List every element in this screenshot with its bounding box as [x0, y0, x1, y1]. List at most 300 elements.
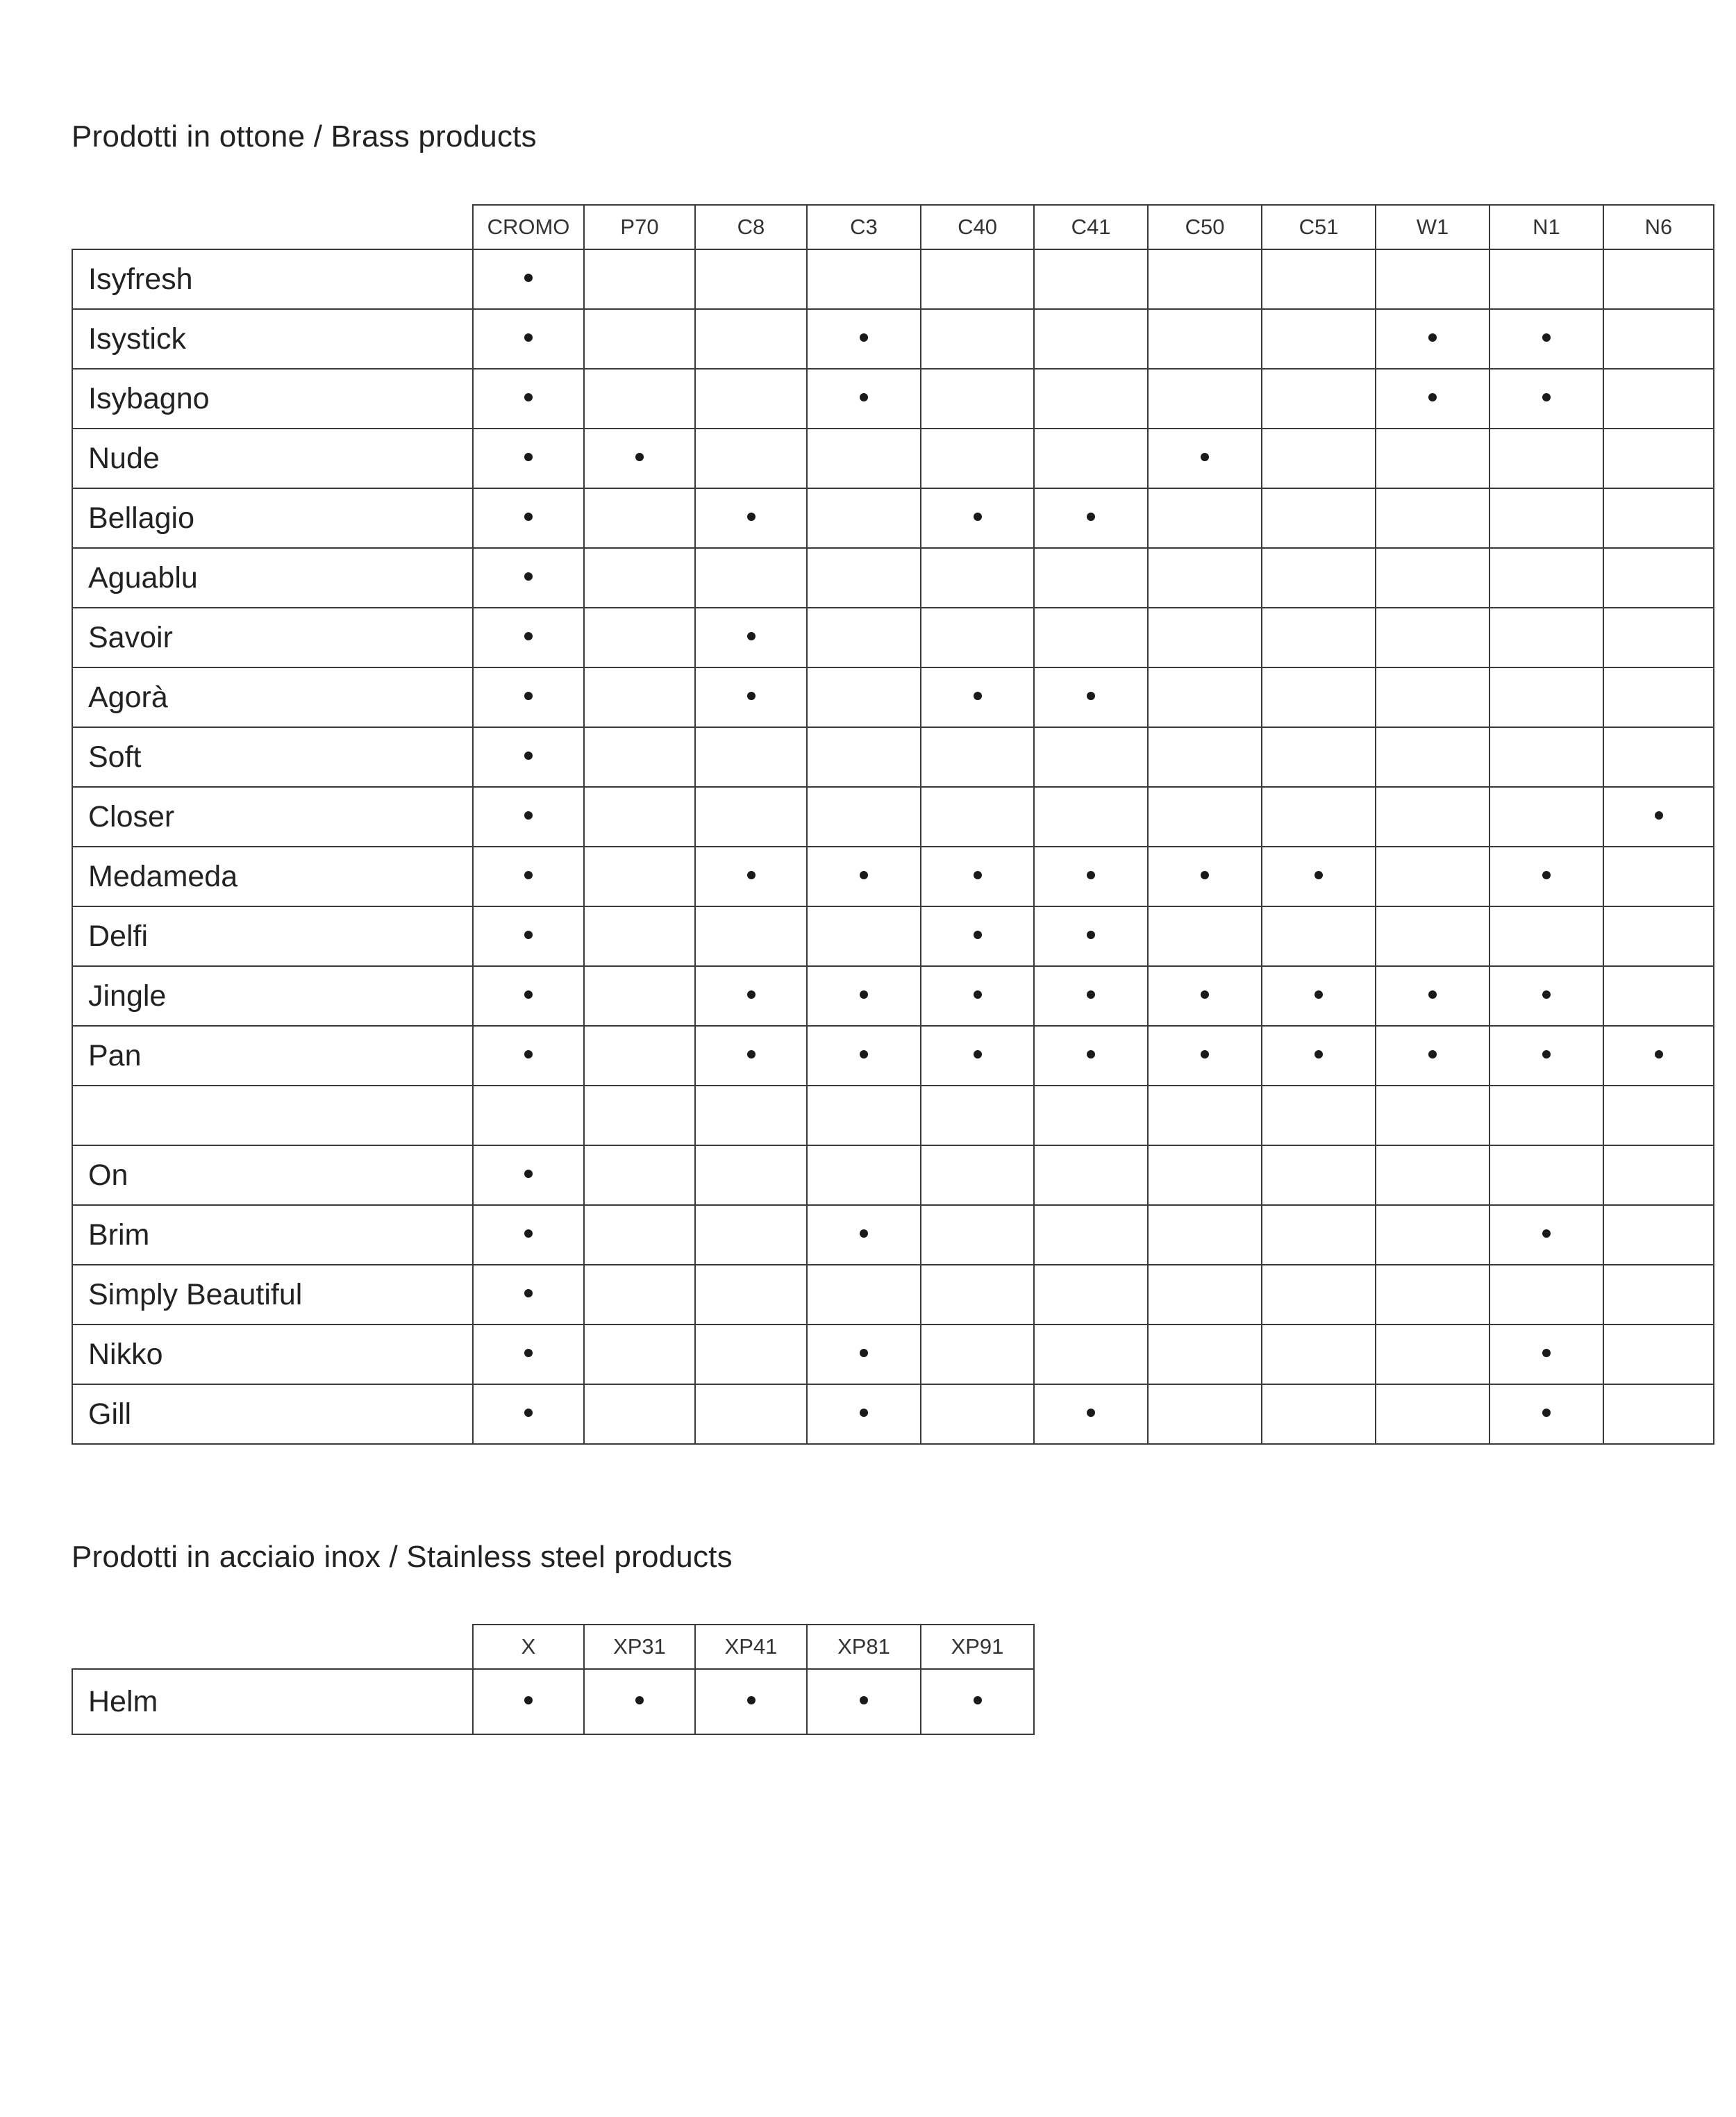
finish-cell-x [473, 1669, 584, 1734]
bullet-dot-icon [860, 333, 868, 342]
bullet-dot-icon [974, 1050, 982, 1058]
finish-cell-c50 [1148, 548, 1262, 608]
finish-cell-c51 [1262, 608, 1376, 667]
bullet-dot-icon [974, 990, 982, 999]
bullet-dot-icon [1542, 1349, 1551, 1357]
product-name: Simply Beautiful [72, 1265, 473, 1325]
finish-cell-c51 [1262, 429, 1376, 488]
bullet-dot-icon [1087, 1409, 1095, 1417]
finish-cell-c8 [695, 1265, 807, 1325]
finish-cell-c8 [695, 548, 807, 608]
finish-cell-n1 [1489, 1384, 1603, 1444]
bullet-dot-icon [524, 1696, 533, 1704]
finish-cell-cromo [473, 1265, 584, 1325]
finish-cell-c3 [807, 369, 921, 429]
finish-cell-p70 [584, 1325, 695, 1384]
finish-cell-w1 [1376, 787, 1489, 847]
finish-cell-c3 [807, 1086, 921, 1145]
finish-cell-w1 [1376, 1384, 1489, 1444]
finish-cell-cromo [473, 1384, 584, 1444]
bullet-dot-icon [524, 572, 533, 581]
finish-cell-c51 [1262, 369, 1376, 429]
product-name: Closer [72, 787, 473, 847]
finish-cell-p70 [584, 966, 695, 1026]
finish-cell-w1 [1376, 488, 1489, 548]
finish-cell-c40 [921, 369, 1034, 429]
product-name: Aguablu [72, 548, 473, 608]
finish-cell-c41 [1034, 787, 1148, 847]
finish-cell-n6 [1603, 429, 1714, 488]
finish-cell-w1 [1376, 1205, 1489, 1265]
bullet-dot-icon [1087, 1050, 1095, 1058]
bullet-dot-icon [524, 811, 533, 820]
bullet-dot-icon [747, 1050, 756, 1058]
finish-cell-c50 [1148, 1205, 1262, 1265]
bullet-dot-icon [747, 692, 756, 700]
bullet-dot-icon [974, 1696, 982, 1704]
finish-cell-c50 [1148, 309, 1262, 369]
bullet-dot-icon [524, 513, 533, 521]
bullet-dot-icon [1314, 1050, 1323, 1058]
finish-cell-n6 [1603, 488, 1714, 548]
finish-cell-c40 [921, 1384, 1034, 1444]
finish-cell-w1 [1376, 1325, 1489, 1384]
finish-cell-c40 [921, 309, 1034, 369]
finish-cell-c51 [1262, 787, 1376, 847]
finish-cell-cromo [473, 488, 584, 548]
finish-cell-w1 [1376, 608, 1489, 667]
finish-cell-c8 [695, 966, 807, 1026]
column-header-xp31: XP31 [584, 1625, 695, 1669]
finish-cell-w1 [1376, 966, 1489, 1026]
finish-cell-p70 [584, 1145, 695, 1205]
finish-cell-p70 [584, 429, 695, 488]
finish-cell-c50 [1148, 847, 1262, 906]
finish-cell-c3 [807, 1384, 921, 1444]
product-name: Gill [72, 1384, 473, 1444]
table-row [72, 847, 1714, 906]
product-name: Helm [72, 1669, 473, 1734]
finish-cell-c50 [1148, 1265, 1262, 1325]
bullet-dot-icon [1087, 871, 1095, 879]
finish-cell-p70 [584, 847, 695, 906]
finish-cell-c8 [695, 1205, 807, 1265]
finish-cell-n1 [1489, 488, 1603, 548]
finish-cell-c41 [1034, 1086, 1148, 1145]
product-name: Agorà [72, 667, 473, 727]
finish-cell-c3 [807, 608, 921, 667]
bullet-dot-icon [524, 393, 533, 401]
finish-cell-w1 [1376, 1145, 1489, 1205]
finish-cell-w1 [1376, 906, 1489, 966]
finish-cell-c8 [695, 906, 807, 966]
finish-cell-n6 [1603, 1086, 1714, 1145]
bullet-dot-icon [524, 990, 533, 999]
finish-cell-n6 [1603, 966, 1714, 1026]
finish-cell-n6 [1603, 667, 1714, 727]
finish-cell-w1 [1376, 309, 1489, 369]
product-name: Isyfresh [72, 249, 473, 309]
finish-cell-c3 [807, 1026, 921, 1086]
finish-cell-c50 [1148, 966, 1262, 1026]
finish-cell-c50 [1148, 667, 1262, 727]
bullet-dot-icon [974, 513, 982, 521]
bullet-dot-icon [1542, 1229, 1551, 1238]
bullet-dot-icon [1542, 1409, 1551, 1417]
finish-cell-w1 [1376, 1026, 1489, 1086]
bullet-dot-icon [1314, 871, 1323, 879]
bullet-dot-icon [860, 871, 868, 879]
finish-cell-c41 [1034, 847, 1148, 906]
finish-cell-c41 [1034, 1384, 1148, 1444]
column-header-c40: C40 [921, 205, 1034, 249]
finish-cell-c40 [921, 787, 1034, 847]
finish-cell-c50 [1148, 429, 1262, 488]
finish-cell-p70 [584, 727, 695, 787]
bullet-dot-icon [524, 1289, 533, 1297]
table-row [72, 488, 1714, 548]
finish-cell-c40 [921, 1145, 1034, 1205]
finish-cell-c50 [1148, 1145, 1262, 1205]
finish-cell-c51 [1262, 1145, 1376, 1205]
finish-cell-c51 [1262, 1205, 1376, 1265]
finish-cell-cromo [473, 309, 584, 369]
bullet-dot-icon [1428, 1050, 1437, 1058]
finish-cell-c8 [695, 309, 807, 369]
finish-cell-n6 [1603, 608, 1714, 667]
finish-cell-cromo [473, 1086, 584, 1145]
finish-cell-p70 [584, 488, 695, 548]
finish-cell-n1 [1489, 667, 1603, 727]
bullet-dot-icon [1428, 393, 1437, 401]
finish-cell-c40 [921, 906, 1034, 966]
finish-cell-w1 [1376, 1086, 1489, 1145]
finish-cell-c51 [1262, 1384, 1376, 1444]
bullet-dot-icon [1542, 990, 1551, 999]
finish-cell-n1 [1489, 1325, 1603, 1384]
bullet-dot-icon [860, 1409, 868, 1417]
finish-cell-n1 [1489, 369, 1603, 429]
bullet-dot-icon [524, 1170, 533, 1178]
product-name: Pan [72, 1026, 473, 1086]
finish-cell-c8 [695, 787, 807, 847]
table-row [72, 667, 1714, 727]
bullet-dot-icon [524, 1409, 533, 1417]
header-corner-cell [72, 205, 473, 249]
table-row [72, 1026, 1714, 1086]
bullet-dot-icon [1428, 333, 1437, 342]
bullet-dot-icon [1201, 871, 1209, 879]
product-name: Nude [72, 429, 473, 488]
finish-cell-c40 [921, 1265, 1034, 1325]
bullet-dot-icon [860, 393, 868, 401]
product-name [72, 1086, 473, 1145]
bullet-dot-icon [1201, 990, 1209, 999]
finish-cell-c8 [695, 249, 807, 309]
finish-cell-c3 [807, 1145, 921, 1205]
bullet-dot-icon [1201, 453, 1209, 461]
column-header-xp41: XP41 [695, 1625, 807, 1669]
bullet-dot-icon [747, 513, 756, 521]
finish-cell-c8 [695, 667, 807, 727]
finish-cell-c50 [1148, 1384, 1262, 1444]
bullet-dot-icon [524, 752, 533, 760]
finish-cell-p70 [584, 249, 695, 309]
finish-cell-c41 [1034, 608, 1148, 667]
finish-cell-p70 [584, 309, 695, 369]
finish-cell-c3 [807, 488, 921, 548]
table-row [72, 548, 1714, 608]
finish-cell-c50 [1148, 488, 1262, 548]
finish-cell-c40 [921, 1086, 1034, 1145]
column-header-c50: C50 [1148, 205, 1262, 249]
finish-cell-c41 [1034, 667, 1148, 727]
bullet-dot-icon [524, 931, 533, 939]
finish-cell-c3 [807, 667, 921, 727]
finish-cell-xp91 [921, 1669, 1034, 1734]
table-row [72, 1086, 1714, 1145]
finish-cell-n1 [1489, 966, 1603, 1026]
product-name: On [72, 1145, 473, 1205]
finish-cell-c40 [921, 727, 1034, 787]
bullet-dot-icon [1655, 811, 1663, 820]
column-header-n1: N1 [1489, 205, 1603, 249]
finish-cell-n1 [1489, 787, 1603, 847]
brass-section-title: Prodotti in ottone / Brass products [72, 119, 537, 153]
finish-cell-c8 [695, 488, 807, 548]
finish-cell-p70 [584, 787, 695, 847]
table-row [72, 309, 1714, 369]
finish-cell-cromo [473, 1145, 584, 1205]
product-name: Delfi [72, 906, 473, 966]
finish-cell-c41 [1034, 1145, 1148, 1205]
column-header-c51: C51 [1262, 205, 1376, 249]
finish-cell-c51 [1262, 1086, 1376, 1145]
bullet-dot-icon [524, 632, 533, 640]
brass-header-row [72, 205, 1714, 249]
finish-cell-cromo [473, 249, 584, 309]
bullet-dot-icon [524, 1229, 533, 1238]
steel-section-title: Prodotti in acciaio inox / Stainless steel products [72, 1540, 733, 1574]
bullet-dot-icon [747, 871, 756, 879]
bullet-dot-icon [635, 1696, 644, 1704]
finish-cell-c8 [695, 847, 807, 906]
bullet-dot-icon [1428, 990, 1437, 999]
finish-cell-c3 [807, 727, 921, 787]
finish-cell-c8 [695, 1145, 807, 1205]
finish-cell-c8 [695, 429, 807, 488]
finish-cell-c3 [807, 548, 921, 608]
bullet-dot-icon [524, 1050, 533, 1058]
finish-cell-cromo [473, 1026, 584, 1086]
finish-cell-cromo [473, 966, 584, 1026]
finish-cell-p70 [584, 906, 695, 966]
column-header-n6: N6 [1603, 205, 1714, 249]
finish-cell-p70 [584, 1265, 695, 1325]
product-name: Soft [72, 727, 473, 787]
finish-cell-p70 [584, 1026, 695, 1086]
finish-cell-n6 [1603, 906, 1714, 966]
finish-cell-c50 [1148, 1086, 1262, 1145]
finish-cell-n6 [1603, 1026, 1714, 1086]
bullet-dot-icon [635, 453, 644, 461]
column-header-c41: C41 [1034, 205, 1148, 249]
finish-cell-c3 [807, 787, 921, 847]
bullet-dot-icon [974, 931, 982, 939]
finish-cell-n1 [1489, 429, 1603, 488]
product-name: Jingle [72, 966, 473, 1026]
finish-cell-cromo [473, 847, 584, 906]
finish-cell-c51 [1262, 667, 1376, 727]
finish-cell-c50 [1148, 1026, 1262, 1086]
finish-cell-n1 [1489, 249, 1603, 309]
finish-cell-c50 [1148, 369, 1262, 429]
table-row [72, 249, 1714, 309]
finish-cell-n6 [1603, 1145, 1714, 1205]
bullet-dot-icon [860, 1696, 868, 1704]
finish-cell-c51 [1262, 1325, 1376, 1384]
finish-cell-w1 [1376, 429, 1489, 488]
finish-cell-c40 [921, 667, 1034, 727]
table-row [72, 608, 1714, 667]
column-header-p70: P70 [584, 205, 695, 249]
finish-cell-p70 [584, 1205, 695, 1265]
product-name: Isybagno [72, 369, 473, 429]
finish-cell-n1 [1489, 548, 1603, 608]
finish-cell-p70 [584, 608, 695, 667]
finish-cell-p70 [584, 548, 695, 608]
product-name: Nikko [72, 1325, 473, 1384]
finish-cell-xp31 [584, 1669, 695, 1734]
bullet-dot-icon [1314, 990, 1323, 999]
steel-finishes-table [72, 1624, 1035, 1735]
finish-cell-c40 [921, 548, 1034, 608]
bullet-dot-icon [1087, 990, 1095, 999]
finish-cell-c51 [1262, 548, 1376, 608]
finish-cell-n6 [1603, 847, 1714, 906]
bullet-dot-icon [860, 1349, 868, 1357]
finish-cell-c41 [1034, 1325, 1148, 1384]
finish-cell-c41 [1034, 369, 1148, 429]
finish-cell-cromo [473, 548, 584, 608]
finish-cell-cromo [473, 667, 584, 727]
finish-cell-c3 [807, 429, 921, 488]
finish-cell-n6 [1603, 548, 1714, 608]
finish-cell-c41 [1034, 249, 1148, 309]
bullet-dot-icon [524, 692, 533, 700]
finish-cell-w1 [1376, 847, 1489, 906]
finish-cell-w1 [1376, 249, 1489, 309]
bullet-dot-icon [1087, 931, 1095, 939]
finish-cell-c50 [1148, 787, 1262, 847]
finish-cell-c41 [1034, 906, 1148, 966]
finish-cell-c3 [807, 966, 921, 1026]
finish-cell-n6 [1603, 727, 1714, 787]
bullet-dot-icon [1542, 871, 1551, 879]
bullet-dot-icon [860, 990, 868, 999]
finish-cell-c3 [807, 309, 921, 369]
finish-cell-c8 [695, 608, 807, 667]
finish-cell-w1 [1376, 548, 1489, 608]
finish-cell-c41 [1034, 1205, 1148, 1265]
finish-cell-c3 [807, 906, 921, 966]
product-name: Medameda [72, 847, 473, 906]
finish-cell-c50 [1148, 727, 1262, 787]
finish-cell-p70 [584, 1384, 695, 1444]
finish-cell-c41 [1034, 429, 1148, 488]
finish-cell-c3 [807, 1205, 921, 1265]
column-header-xp91: XP91 [921, 1625, 1034, 1669]
finish-cell-c51 [1262, 309, 1376, 369]
finish-cell-cromo [473, 369, 584, 429]
product-name: Brim [72, 1205, 473, 1265]
finish-cell-n1 [1489, 1205, 1603, 1265]
bullet-dot-icon [860, 1229, 868, 1238]
finish-cell-c41 [1034, 548, 1148, 608]
finish-cell-n6 [1603, 1265, 1714, 1325]
finish-cell-c40 [921, 847, 1034, 906]
finish-cell-n1 [1489, 608, 1603, 667]
bullet-dot-icon [524, 333, 533, 342]
finish-cell-c40 [921, 429, 1034, 488]
finish-cell-c41 [1034, 966, 1148, 1026]
finish-cell-w1 [1376, 369, 1489, 429]
finish-cell-cromo [473, 787, 584, 847]
finish-cell-n1 [1489, 1026, 1603, 1086]
steel-header-row [72, 1625, 1034, 1669]
finish-cell-n6 [1603, 787, 1714, 847]
table-row [72, 1265, 1714, 1325]
column-header-cromo: CROMO [473, 205, 584, 249]
bullet-dot-icon [524, 871, 533, 879]
finish-cell-w1 [1376, 727, 1489, 787]
finish-cell-c8 [695, 1384, 807, 1444]
bullet-dot-icon [524, 274, 533, 282]
bullet-dot-icon [860, 1050, 868, 1058]
finish-cell-c40 [921, 1325, 1034, 1384]
finish-cell-c50 [1148, 608, 1262, 667]
finish-cell-c40 [921, 488, 1034, 548]
finish-cell-c3 [807, 249, 921, 309]
finish-cell-c8 [695, 1086, 807, 1145]
finish-cell-p70 [584, 1086, 695, 1145]
finish-cell-c50 [1148, 1325, 1262, 1384]
finish-cell-c50 [1148, 906, 1262, 966]
finish-cell-p70 [584, 667, 695, 727]
bullet-dot-icon [524, 1349, 533, 1357]
finish-cell-c40 [921, 966, 1034, 1026]
bullet-dot-icon [1542, 333, 1551, 342]
finish-cell-n1 [1489, 906, 1603, 966]
finish-cell-cromo [473, 1325, 584, 1384]
bullet-dot-icon [974, 692, 982, 700]
finish-cell-n6 [1603, 369, 1714, 429]
finish-cell-n1 [1489, 847, 1603, 906]
finish-cell-c41 [1034, 309, 1148, 369]
finish-cell-c51 [1262, 966, 1376, 1026]
finish-cell-cromo [473, 906, 584, 966]
finish-cell-c40 [921, 608, 1034, 667]
bullet-dot-icon [747, 1696, 756, 1704]
product-name: Bellagio [72, 488, 473, 548]
finish-cell-n1 [1489, 1265, 1603, 1325]
column-header-xp81: XP81 [807, 1625, 921, 1669]
finish-cell-n6 [1603, 309, 1714, 369]
bullet-dot-icon [1201, 1050, 1209, 1058]
table-row [72, 1669, 1034, 1734]
bullet-dot-icon [974, 871, 982, 879]
finish-cell-c41 [1034, 1026, 1148, 1086]
